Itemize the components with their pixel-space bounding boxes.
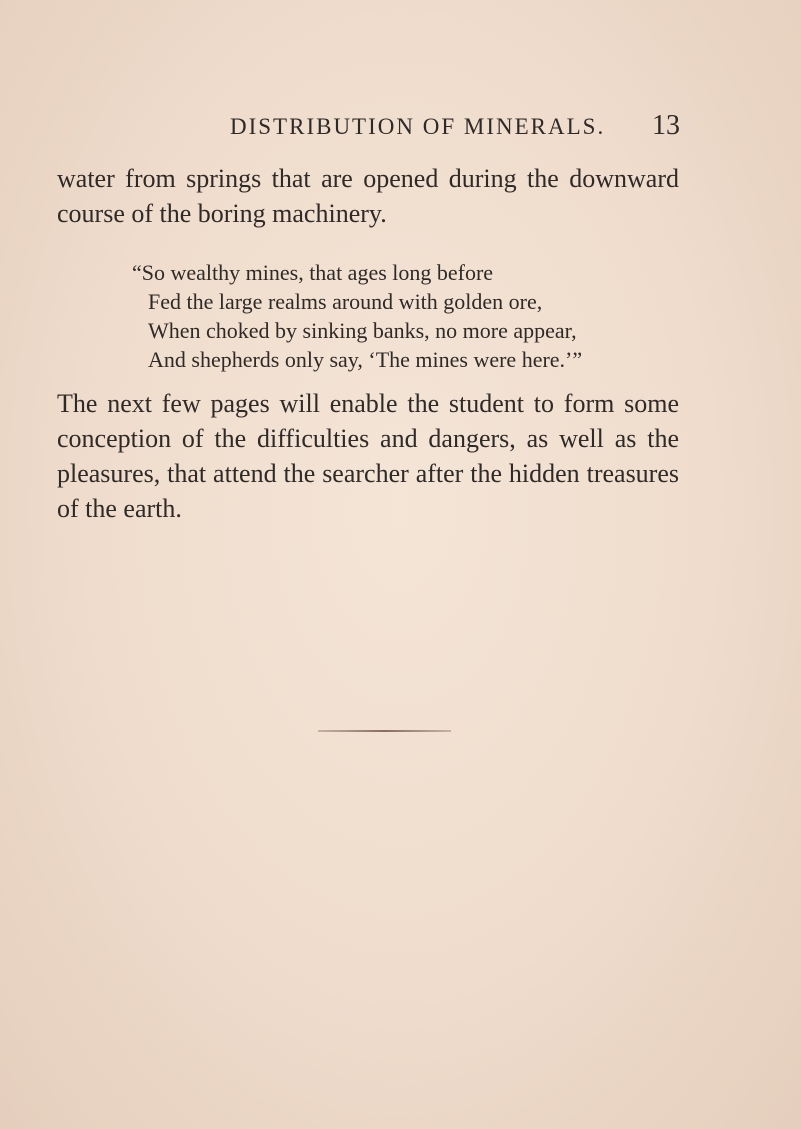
verse-line: When choked by sinking banks, no more appear,: [148, 318, 577, 343]
page-header: [230, 110, 680, 140]
verse-line: “So wealthy mines, that ages long before: [132, 260, 494, 285]
verse-quotation: [132, 258, 612, 374]
running-title: DISTRIBUTION OF MINERALS.: [230, 114, 606, 139]
verse-line: Fed the large realms around with golden ore,: [148, 289, 543, 314]
section-divider: [318, 730, 451, 732]
page-number: 13: [652, 110, 680, 141]
verse-line: And shepherds only say, ‘The mines were here.’”: [148, 347, 583, 372]
paragraph-intro: water from springs that are opened during the downward course of the boring machinery.: [57, 164, 679, 228]
paragraph-conclusion: The next few pages will enable the student to form some conception of the difficulties and dangers, as well as the pleasures, that attend the searcher after the hidden treasures of the earth.: [57, 389, 679, 523]
